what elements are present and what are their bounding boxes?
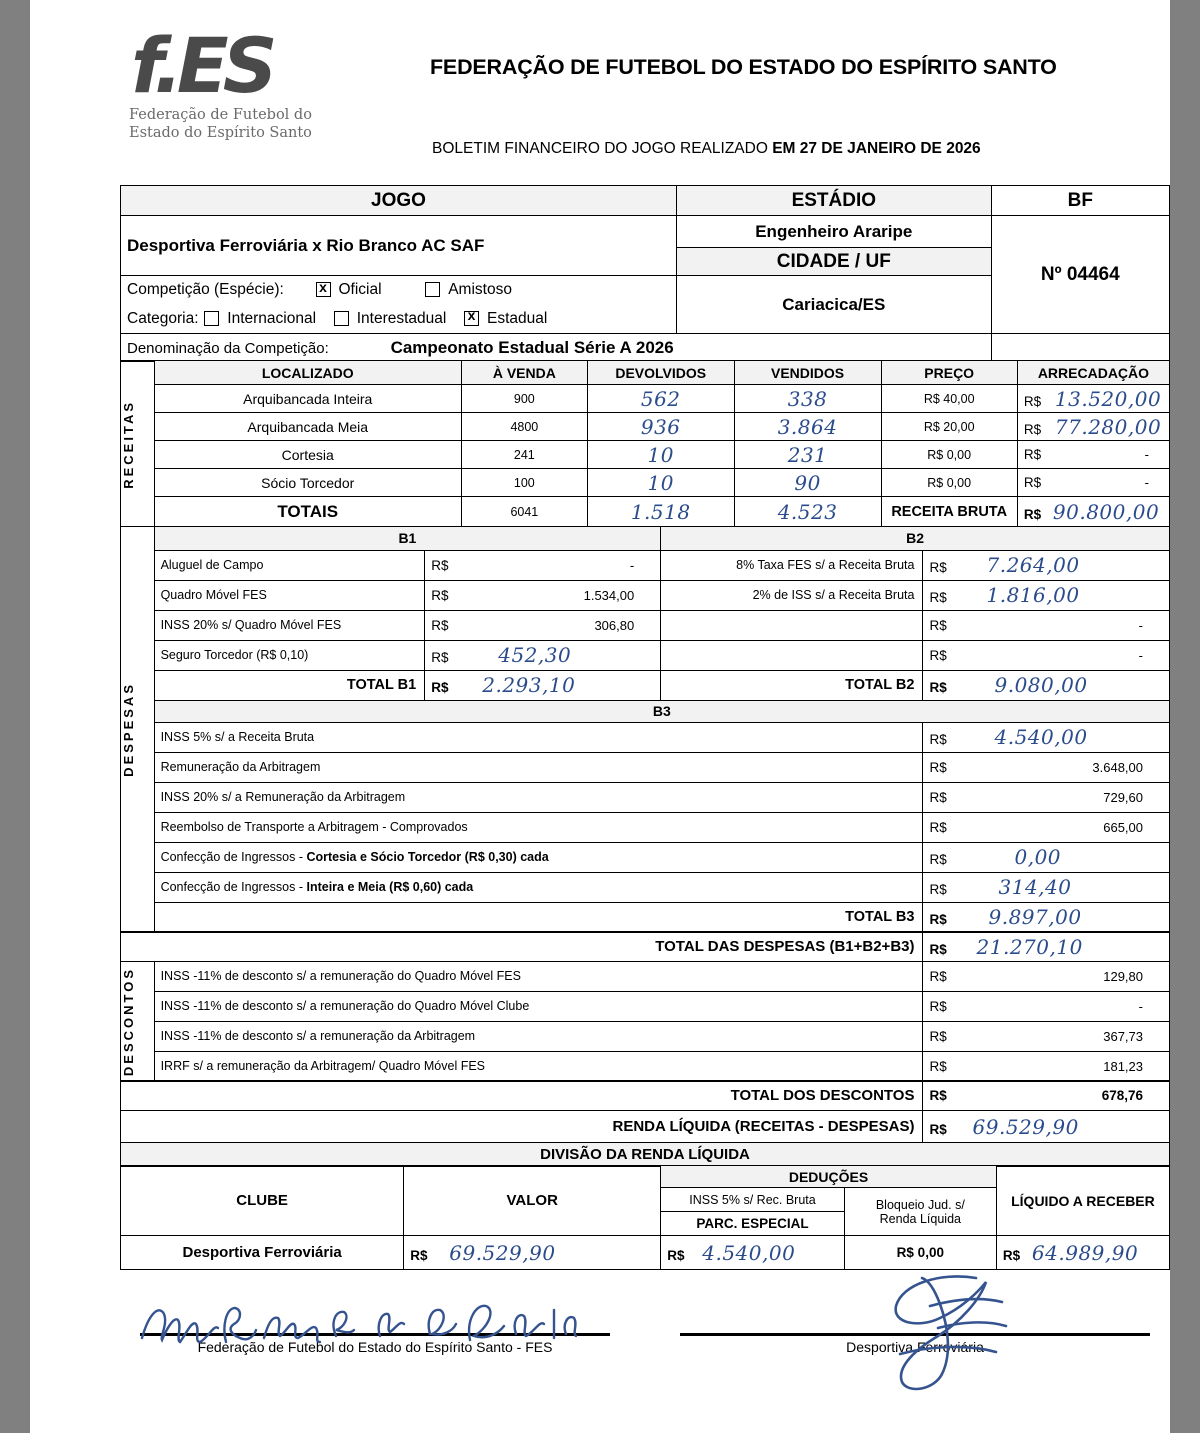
fes-logo-subtitle-line2: Estado do Espírito Santo [129,125,312,142]
bf-number: Nº 04464 [991,216,1169,334]
desconto-label: INSS -11% de desconto s/ a remuneração do Quadro Móvel Clube [154,991,923,1021]
receita-arrecadacao: - [1144,447,1149,463]
divisao-row [121,1236,1170,1270]
fes-logo-subtitle-line1: Federação de Futebol do [129,107,312,123]
b3-value: 3.648,00 [1092,759,1143,775]
b1-label [154,640,425,670]
total-descontos-value: 678,76 [1101,1088,1143,1104]
b2-value-cell [923,580,1170,610]
table-row [121,385,1170,413]
jogo-header: JOGO [121,186,677,216]
table-row [121,610,1170,640]
table-row [121,812,1170,842]
label-interestadual: Interestadual [356,309,447,327]
federation-title: FEDERAÇÃO DE FUTEBOL DO ESTADO DO ESPÍRITO SANTO [430,55,1057,79]
label-oficial: Oficial [338,281,382,299]
receita-arrecadacao-cell [1017,469,1169,497]
currency-symbol: R$ [1023,393,1042,409]
totais-label: TOTAIS [154,497,461,527]
b3-label-bold: Cortesia e Sócio Torcedor (R$ 0,30) cada [306,850,549,865]
table-row [121,991,1170,1021]
b3-value-cell [923,842,1170,872]
total-b1-cell [425,670,661,700]
currency-symbol: R$ [1023,475,1042,491]
b1-value-cell [425,640,661,670]
receita-bruta-cell [1017,497,1169,527]
total-b1-label: TOTAL B1 [154,670,425,700]
divisao-table [120,1165,1170,1270]
competicao-label: Competição (Espécie): [127,281,284,299]
total-descontos-cell [923,1081,1170,1111]
totais-vendidos: 4.523 [734,497,881,527]
cidade-uf-value: Cariacica/ES [676,276,991,334]
label-internacional: Internacional [227,309,317,327]
cidade-uf-header: CIDADE / UF [676,248,991,276]
table-row [121,580,1170,610]
receitas-side-label-text: RECEITAS [121,399,136,489]
receitas-side-label [121,361,155,527]
b2-value: - [1138,617,1143,633]
total-despesas-row [121,932,1170,962]
competicao-row [121,276,677,305]
despesas-table [120,526,1170,933]
b1-value: 306,80 [594,617,635,633]
receita-arrecadacao-cell [1017,441,1169,469]
receita-vendidos: 338 [734,385,881,413]
currency-symbol: R$ [929,819,947,835]
receita-preco: R$ 40,00 [881,385,1017,413]
b1-value: 1.534,00 [583,587,635,603]
descontos-table [120,961,1170,1082]
b2-value-cell [923,550,1170,580]
receita-arrecadacao: 13.520,00 [1054,386,1162,411]
b3-value: 0,00 [1014,845,1062,870]
b1-value-cell [425,550,661,580]
col-deducoes: DEDUÇÕES [661,1166,997,1188]
b3-value-cell [923,872,1170,902]
signature-block-club [680,1333,1150,1355]
renda-liquida-label: RENDA LÍQUIDA (RECEITAS - DESPESAS) [121,1111,923,1143]
categoria-row [121,305,677,334]
divisao-inss: 4.540,00 [702,1240,796,1265]
currency-symbol: R$ [431,680,449,696]
divisao-clube: Desportiva Ferroviária [121,1236,404,1270]
table-row [121,782,1170,812]
label-amistoso: Amistoso [448,281,512,299]
match-name: Desportiva Ferroviária x Rio Branco AC SAF [121,216,677,276]
checkbox-interestadual[interactable] [334,311,349,326]
col-bloqueio-line2: Renda Líquida [879,1211,961,1226]
receita-arrecadacao-cell [1017,413,1169,441]
signature-line-club [680,1333,1150,1336]
fes-logo [125,21,380,168]
b3-value-cell [923,722,1170,752]
currency-symbol: R$ [667,1247,685,1263]
b1-label-text: Seguro Torcedor (R$ 0,10) [160,648,309,663]
desconto-value: 367,73 [1103,1028,1143,1044]
signature-line-fes [140,1333,610,1336]
b1-label: INSS 20% s/ Quadro Móvel FES [154,610,425,640]
total-b3-value: 9.897,00 [988,905,1082,930]
b3-value-cell [923,812,1170,842]
table-row [121,413,1170,441]
col-parc-especial: PARC. ESPECIAL [661,1212,845,1236]
total-despesas-label: TOTAL DAS DESPESAS (B1+B2+B3) [121,932,923,962]
bf-header: BF [991,186,1169,216]
currency-symbol: R$ [929,560,947,576]
table-row [121,722,1170,752]
game-info-table [120,185,1170,362]
document-page [30,0,1170,1433]
receita-localizado: Arquibancada Inteira [154,385,461,413]
renda-liquida-cell [923,1111,1170,1143]
b3-value: 665,00 [1103,819,1143,835]
currency-symbol: R$ [929,759,947,775]
stadium-name: Engenheiro Araripe [676,216,991,248]
receita-localizado: Sócio Torcedor [154,469,461,497]
fes-logo-wordmark: f.ES [131,21,272,110]
signature-area [120,1285,1170,1405]
b3-value-cell [923,782,1170,812]
financial-bulletin-table [120,185,1170,1270]
currency-symbol: R$ [431,650,449,666]
receita-arrecadacao-cell [1017,385,1169,413]
b2-value: 7.264,00 [986,553,1080,578]
currency-symbol: R$ [929,1028,947,1044]
col-liquido: LÍQUIDO A RECEBER [996,1166,1169,1236]
col-arrecadacao: ARRECADAÇÃO [1017,361,1169,385]
checkbox-oficial[interactable] [316,282,331,297]
b3-value-cell [923,752,1170,782]
despesas-side-label [121,526,155,932]
currency-symbol: R$ [929,732,947,748]
total-b3-cell [923,902,1170,932]
b2-value-cell [923,610,1170,640]
b3-label: INSS 20% s/ a Remuneração da Arbitragem [154,782,923,812]
totais-devolvidos: 1.518 [587,497,734,527]
bulletin-prefix: BOLETIM FINANCEIRO DO JOGO REALIZADO [432,140,768,157]
total-b3-row [121,902,1170,932]
signature-caption-club: Desportiva Ferroviária [846,1339,984,1355]
bulletin-subtitle [432,140,981,158]
total-b2-cell [923,670,1170,700]
checkbox-amistoso[interactable] [425,282,440,297]
currency-symbol: R$ [929,912,947,928]
col-vendidos: VENDIDOS [734,361,881,385]
b3-label: Remuneração da Arbitragem [154,752,923,782]
currency-symbol: R$ [929,941,947,957]
bf-spacer [991,334,1169,362]
currency-symbol: R$ [929,617,947,633]
col-bloqueio [844,1188,996,1236]
receita-preco: R$ 20,00 [881,413,1017,441]
b3-label-plain: Confecção de Ingressos - [160,880,307,895]
divisao-title: DIVISÃO DA RENDA LÍQUIDA [121,1143,1170,1167]
categoria-label: Categoria: [127,309,199,327]
receita-devolvidos: 562 [587,385,734,413]
currency-symbol: R$ [1023,421,1042,437]
signature-block-fes [140,1333,610,1355]
currency-symbol: R$ [929,968,947,984]
b2-label [661,640,923,670]
divisao-bloqueio: R$ 0,00 [844,1236,996,1270]
total-despesas-cell [923,932,1170,962]
currency-symbol: R$ [929,647,947,663]
b3-label: Reembolso de Transporte a Arbitragem - Comprovados [154,812,923,842]
document-header [30,0,1170,175]
b1-value: - [629,557,635,573]
b2-value: 1.816,00 [986,583,1080,608]
currency-symbol: R$ [1023,447,1042,463]
receita-a-venda: 4800 [461,413,587,441]
total-b3-label: TOTAL B3 [154,902,923,932]
total-descontos-row [121,1081,1170,1111]
b1-value-cell [425,610,661,640]
desconto-value-cell [923,1021,1170,1051]
b3-label-bold: Inteira e Meia (R$ 0,60) cada [306,880,474,895]
renda-liquida-row [121,1111,1170,1143]
fes-logo-subtitle [129,106,380,142]
col-clube: CLUBE [121,1166,404,1236]
total-b1-value: 2.293,10 [482,673,576,698]
currency-symbol: R$ [410,1247,428,1263]
divisao-inss-cell [661,1236,845,1270]
b1-label: Aluguel de Campo [154,550,425,580]
currency-symbol: R$ [1023,506,1042,522]
b3-header: B3 [154,700,1169,722]
denominacao-value: Campeonato Estadual Série A 2026 [390,337,674,357]
divisao-liquido: 64.989,90 [1031,1240,1139,1265]
table-row [121,842,1170,872]
signature-caption-fes: Federação de Futebol do Estado do Espírito Santo - FES [197,1339,553,1355]
table-row [121,1051,1170,1081]
col-valor: VALOR [404,1166,661,1236]
currency-symbol: R$ [1002,1247,1021,1263]
currency-symbol: R$ [929,882,947,898]
desconto-label: INSS -11% de desconto s/ a remuneração da Arbitragem [154,1021,923,1051]
b2-label [661,610,923,640]
b2-label: 8% Taxa FES s/ a Receita Bruta [661,550,923,580]
b2-value-cell [923,640,1170,670]
currency-symbol: R$ [929,590,947,606]
totais-a-venda: 6041 [461,497,587,527]
currency-symbol: R$ [929,852,947,868]
table-row [121,469,1170,497]
desconto-value: - [1138,998,1143,1014]
desconto-value-cell [923,961,1170,991]
currency-symbol: R$ [929,998,947,1014]
total-despesas-value: 21.270,10 [976,934,1083,959]
fes-logo-mark [131,21,380,110]
receita-preco: R$ 0,00 [881,441,1017,469]
col-bloqueio-line1: Bloqueio Jud. s/ [875,1197,965,1212]
col-localizado: LOCALIZADO [154,361,461,385]
receita-arrecadacao: 77.280,00 [1054,414,1162,439]
col-preco: PREÇO [881,361,1017,385]
b3-value: 4.540,00 [994,725,1088,750]
table-row [121,441,1170,469]
b3-value: 314,40 [998,875,1072,900]
currency-symbol: R$ [431,617,449,633]
b3-label [154,872,923,902]
currency-symbol: R$ [929,789,947,805]
desconto-label: IRRF s/ a remuneração da Arbitragem/ Quadro Móvel FES [154,1051,923,1081]
divisao-valor: 69.529,90 [449,1240,556,1265]
receitas-table [120,360,1170,527]
col-inss-rec-bruta: INSS 5% s/ Rec. Bruta [661,1188,845,1212]
desconto-value: 181,23 [1103,1058,1143,1074]
despesas-side-label-text: DESPESAS [121,681,136,777]
b3-label: INSS 5% s/ a Receita Bruta [154,722,923,752]
currency-symbol: R$ [929,680,947,696]
total-b2-label: TOTAL B2 [661,670,923,700]
divisao-liquido-cell [996,1236,1169,1270]
checkbox-estadual[interactable] [464,311,479,326]
b2-header: B2 [661,526,1170,550]
table-row [121,961,1170,991]
currency-symbol: R$ [431,557,449,573]
desconto-value-cell [923,991,1170,1021]
b3-label-plain: Confecção de Ingressos - [160,850,307,865]
checkbox-internacional[interactable] [204,311,219,326]
b2-label: 2% de ISS s/ a Receita Bruta [661,580,923,610]
currency-symbol: R$ [929,1121,947,1137]
receita-localizado: Arquibancada Meia [154,413,461,441]
b3-value: 729,60 [1103,789,1143,805]
receita-vendidos: 90 [734,469,881,497]
currency-symbol: R$ [431,587,449,603]
currency-symbol: R$ [929,1088,947,1104]
receita-bruta-label: RECEITA BRUTA [881,497,1017,527]
divisao-valor-cell [404,1236,661,1270]
receita-devolvidos: 10 [587,441,734,469]
b3-label [154,842,923,872]
receita-a-venda: 100 [461,469,587,497]
total-descontos-label: TOTAL DOS DESCONTOS [121,1081,923,1111]
b2-value: - [1138,647,1143,663]
total-b2-value: 9.080,00 [994,673,1088,698]
receita-bruta-value: 90.800,00 [1052,499,1160,524]
receita-a-venda: 241 [461,441,587,469]
b1-header: B1 [154,526,661,550]
desconto-value: 129,80 [1103,968,1143,984]
totais-row [121,497,1170,527]
table-row [121,1021,1170,1051]
receita-preco: R$ 0,00 [881,469,1017,497]
desconto-value-cell [923,1051,1170,1081]
total-despesas-table [120,931,1170,962]
table-row [121,752,1170,782]
receita-a-venda: 900 [461,385,587,413]
denominacao-row [121,334,992,362]
label-estadual: Estadual [487,309,548,327]
receita-vendidos: 3.864 [734,413,881,441]
descontos-side-label-text: DESCONTOS [121,966,136,1076]
col-devolvidos: DEVOLVIDOS [587,361,734,385]
table-row [121,640,1170,670]
totals-row [121,670,1170,700]
receita-vendidos: 231 [734,441,881,469]
receita-arrecadacao: - [1144,475,1149,491]
receita-devolvidos: 936 [587,413,734,441]
denominacao-label: Denominação da Competição: [127,339,329,357]
desconto-label: INSS -11% de desconto s/ a remuneração do Quadro Móvel FES [154,961,923,991]
b1-label: Quadro Móvel FES [154,580,425,610]
currency-symbol: R$ [929,1058,947,1074]
b1-value-cell [425,580,661,610]
table-row [121,872,1170,902]
col-a-venda: À VENDA [461,361,587,385]
estadio-header: ESTÁDIO [676,186,991,216]
bulletin-date: EM 27 DE JANEIRO DE 2026 [772,140,981,157]
renda-liquida-value: 69.529,90 [972,1114,1079,1139]
renda-liquida-table [120,1080,1170,1167]
receita-localizado: Cortesia [154,441,461,469]
receita-devolvidos: 10 [587,469,734,497]
b1-value: 452,30 [498,643,572,668]
table-row [121,550,1170,580]
descontos-side-label [121,961,155,1081]
